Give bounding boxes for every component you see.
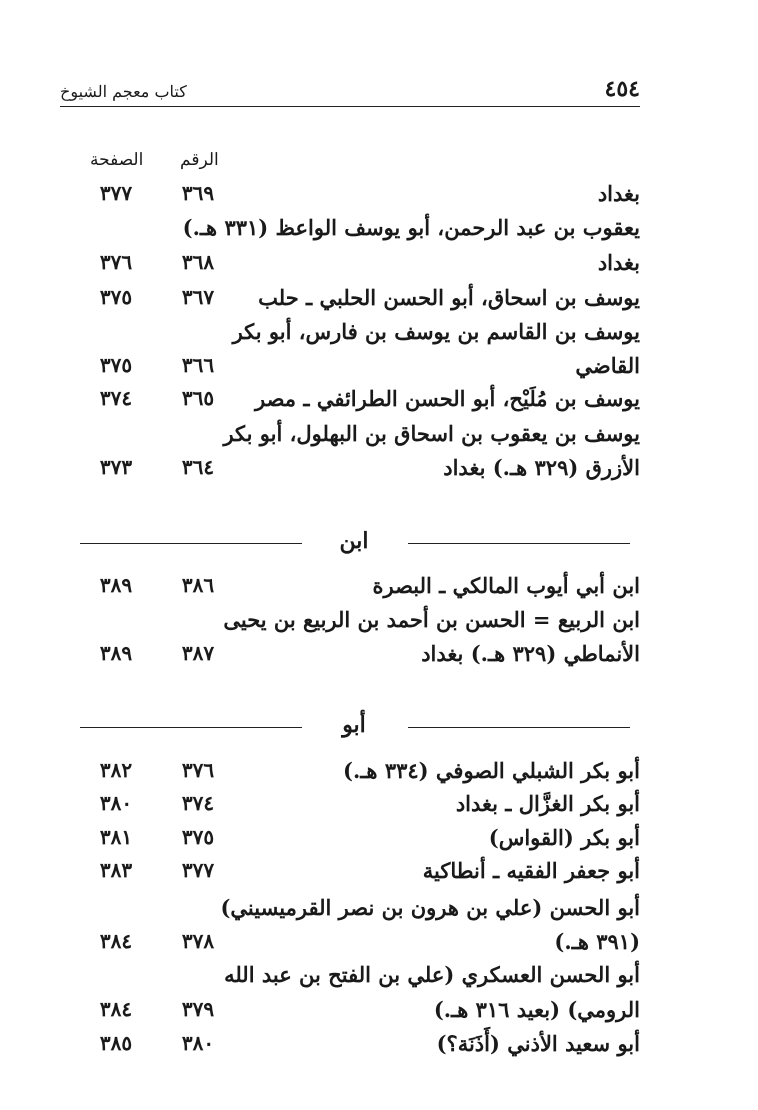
entry-line: ابن أبي أيوب المالكي ـ البصرة bbox=[372, 573, 640, 598]
entry-page: ٣٨٤ bbox=[99, 997, 133, 1021]
section-rule-left bbox=[80, 727, 302, 728]
entry-page: ٣٨٣ bbox=[99, 858, 133, 882]
entry-page: ٣٧٥ bbox=[99, 353, 133, 377]
entry-line: القاضي bbox=[575, 353, 640, 378]
entry-page: ٣٨٢ bbox=[99, 758, 133, 782]
entry-page: ٣٧٤ bbox=[99, 386, 133, 410]
section-rule-right bbox=[408, 543, 630, 544]
entry-number: ٣٧٩ bbox=[181, 997, 215, 1021]
entry-number: ٣٧٥ bbox=[181, 825, 215, 849]
entry-page: ٣٧٣ bbox=[99, 455, 133, 479]
entry-number: ٣٦٨ bbox=[181, 250, 215, 274]
entry-number: ٣٦٤ bbox=[181, 455, 215, 479]
page-number: ٤٥٤ bbox=[604, 76, 640, 102]
entry-line: الأزرق (٣٢٩ هـ.) بغداد bbox=[443, 455, 640, 480]
entry-line: (٣٩١ هـ.) bbox=[554, 929, 640, 954]
entry-page: ٣٧٥ bbox=[99, 285, 133, 309]
entry-line: يوسف بن القاسم بن يوسف بن فارس، أبو بكر bbox=[232, 319, 640, 344]
column-header-page: الصفحة bbox=[90, 150, 144, 170]
entry-number: ٣٨٦ bbox=[181, 573, 215, 597]
entry-page: ٣٨٥ bbox=[99, 1031, 133, 1055]
book-title: كتاب معجم الشيوخ bbox=[60, 82, 187, 101]
entry-line: يعقوب بن عبد الرحمن، أبو يوسف الواعظ (٣٣١ هـ.) bbox=[182, 215, 640, 240]
entry-number: ٣٦٥ bbox=[181, 386, 215, 410]
entry-number: ٣٧٦ bbox=[181, 758, 215, 782]
section-title-ibn: ابن bbox=[339, 528, 369, 554]
entry-number: ٣٨٧ bbox=[181, 641, 215, 665]
entry-line: يوسف بن مُلَيْح، أبو الحسن الطرائفي ـ مصر bbox=[255, 386, 640, 411]
entry-line: أبو بكر الغزَّال ـ بغداد bbox=[455, 791, 640, 816]
entry-page: ٣٨١ bbox=[99, 825, 133, 849]
entry-number: ٣٦٦ bbox=[181, 353, 215, 377]
entry-line: أبو جعفر الفقيه ـ أنطاكية bbox=[422, 858, 640, 883]
header-rule bbox=[60, 106, 640, 107]
entry-line: ابن الربيع = الحسن بن أحمد بن الربيع بن يحيى bbox=[223, 607, 640, 632]
entry-number: ٣٦٧ bbox=[181, 285, 215, 309]
entry-line: أبو بكر الشبلي الصوفي (٣٣٤ هـ.) bbox=[343, 758, 640, 783]
entry-line: أبو سعيد الأذني (أَذَنَة؟) bbox=[436, 1031, 640, 1056]
entry-page: ٣٨٤ bbox=[99, 929, 133, 953]
entry-line: يوسف بن اسحاق، أبو الحسن الحلبي ـ حلب bbox=[258, 285, 640, 310]
entry-line: يوسف بن يعقوب بن اسحاق بن البهلول، أبو بكر bbox=[223, 421, 640, 446]
section-title-abu: أبو bbox=[342, 712, 366, 738]
entry-line: أبو بكر (القواس) bbox=[488, 825, 640, 850]
entry-number: ٣٦٩ bbox=[181, 181, 215, 205]
column-header-number: الرقم bbox=[180, 150, 219, 170]
entry-line: أبو الحسن العسكري (علي بن الفتح بن عبد الله bbox=[224, 962, 640, 987]
section-rule-right bbox=[408, 727, 630, 728]
entry-number: ٣٧٨ bbox=[181, 929, 215, 953]
entry-page: ٣٧٧ bbox=[99, 181, 133, 205]
section-rule-left bbox=[80, 543, 302, 544]
entry-line: الأنماطي (٣٢٩ هـ.) بغداد bbox=[421, 641, 640, 666]
entry-line: الرومي) (بعيد ٣١٦ هـ.) bbox=[433, 997, 640, 1022]
entry-number: ٣٧٤ bbox=[181, 791, 215, 815]
entry-number: ٣٧٧ bbox=[181, 858, 215, 882]
entry-line: أبو الحسن (علي بن هرون بن نصر القرميسيني) bbox=[220, 895, 640, 920]
entry-line: بغداد bbox=[597, 181, 640, 206]
entry-page: ٣٨٠ bbox=[99, 791, 133, 815]
entry-page: ٣٨٩ bbox=[99, 573, 133, 597]
entry-line: بغداد bbox=[597, 250, 640, 275]
entry-page: ٣٨٩ bbox=[99, 641, 133, 665]
entry-number: ٣٨٠ bbox=[181, 1031, 215, 1055]
entry-page: ٣٧٦ bbox=[99, 250, 133, 274]
